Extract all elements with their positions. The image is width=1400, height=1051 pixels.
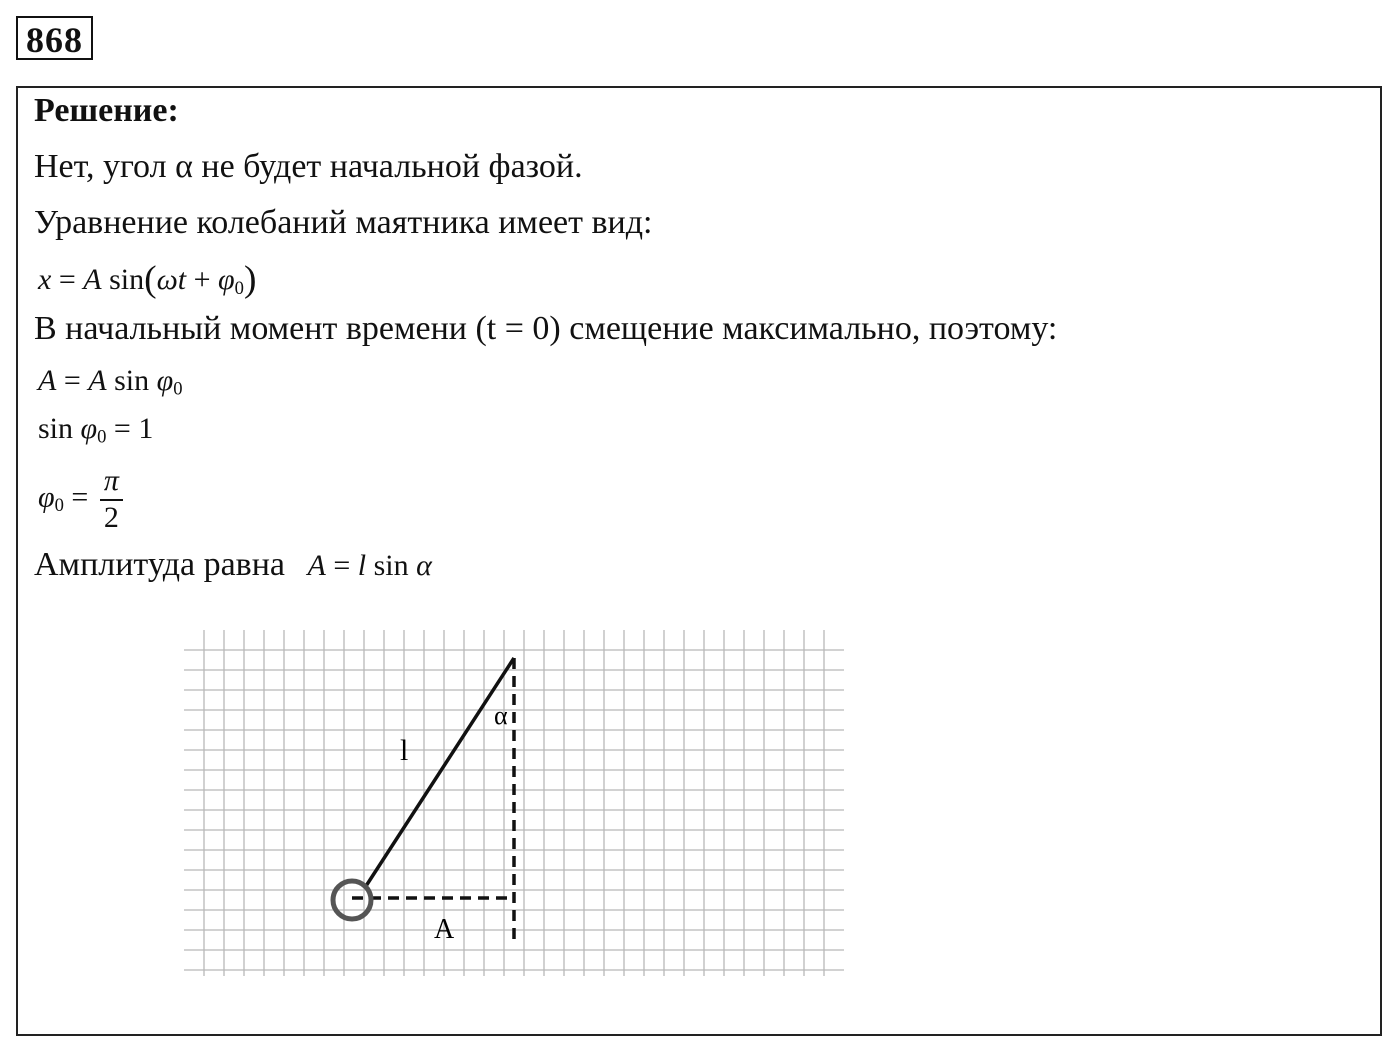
amplitude-formula: A = l sin α — [307, 549, 432, 582]
pendulum-string — [366, 658, 514, 886]
formula-sin-phi: $\sin \varphi_0 = 1$ — [38, 412, 154, 448]
text-line-3: В начальный момент времени (t = 0) смещение максимально, поэтому: — [34, 310, 1058, 347]
solution-box — [16, 86, 1382, 1036]
label-amplitude: A — [434, 914, 455, 945]
fraction-pi-over-2: $\frac{\pi}{2}$ — [100, 464, 123, 535]
formula-phi-value: $\varphi_0$ = $\frac{\pi}{2}$ — [38, 464, 123, 535]
label-length: l — [400, 734, 409, 767]
text-line-2: Уравнение колебаний маятника имеет вид: — [34, 204, 653, 241]
oscillation-equation: x = A $\sin(\omega t + \varphi_0)$ — [38, 259, 257, 300]
text-line-1: Нет, угол α не будет начальной фазой. — [34, 148, 583, 185]
pendulum-bob — [333, 881, 371, 919]
label-angle: α — [494, 701, 508, 730]
formula-a-equals: A = A $\sin \varphi_0$ — [38, 364, 183, 400]
pendulum-diagram — [162, 628, 852, 1003]
text-line-4: Амплитуда равна A = l sin α — [34, 546, 432, 583]
solution-heading: Решение: — [34, 92, 179, 129]
problem-number: 868 — [16, 16, 93, 60]
